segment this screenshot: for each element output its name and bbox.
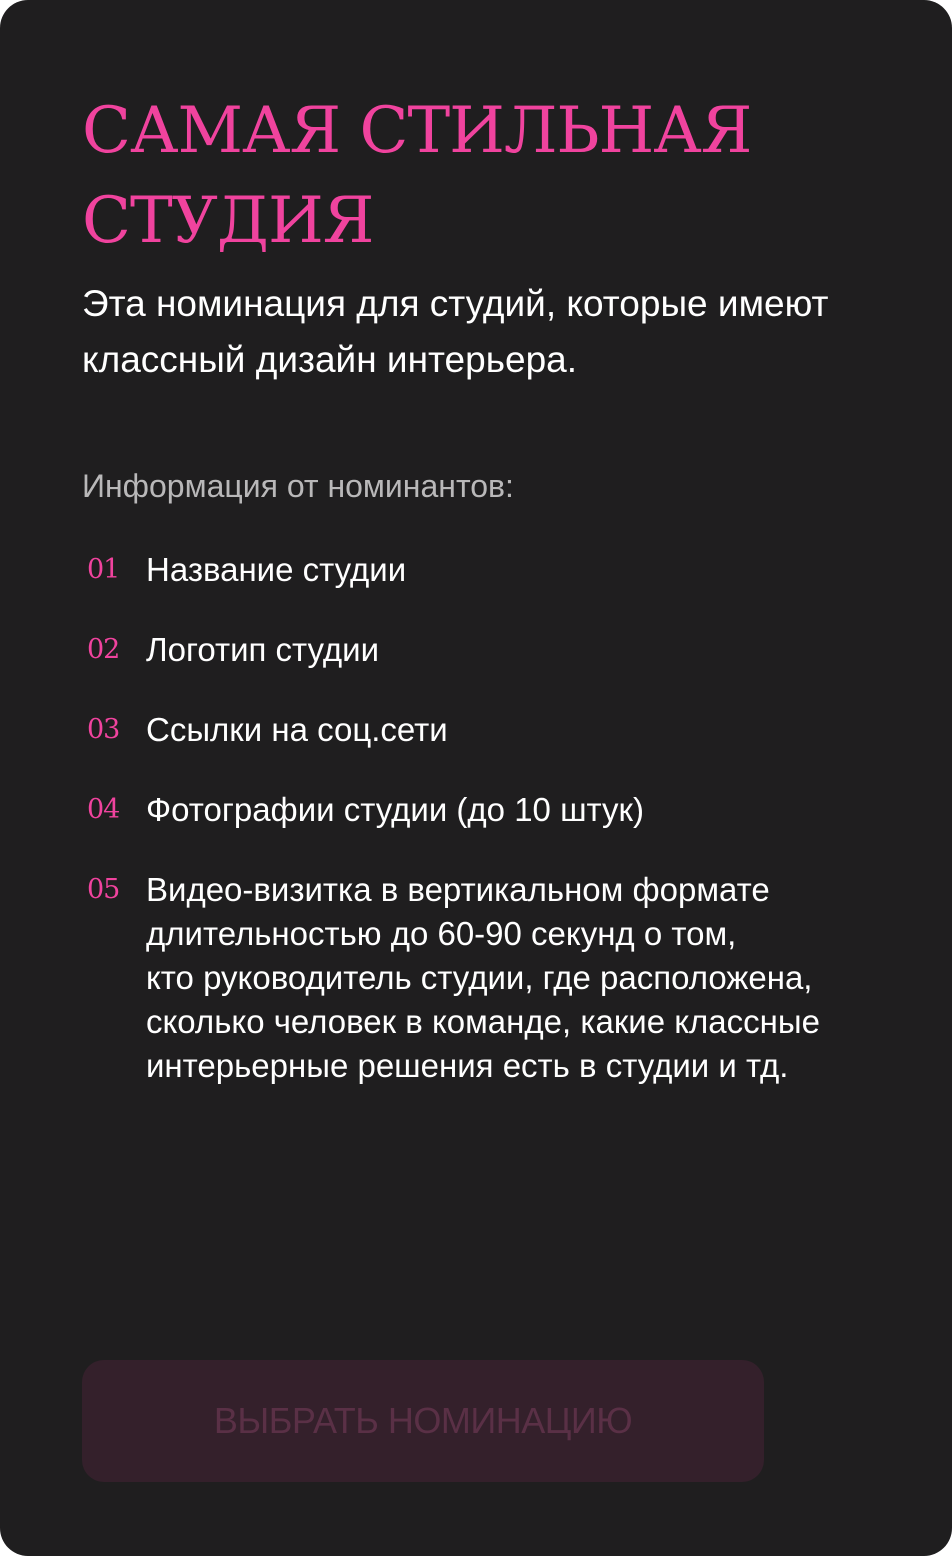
select-nomination-button-label: ВЫБРАТЬ НОМИНАЦИЮ bbox=[213, 1400, 633, 1441]
requirement-text: Название студии bbox=[146, 551, 407, 588]
title-line: САМАЯ СТИЛЬНАЯ bbox=[82, 94, 752, 168]
requirement-number: 02 bbox=[87, 634, 120, 665]
requirement-text: Ссылки на соц.сети bbox=[146, 711, 448, 748]
requirement-text-line: кто руководитель студии, где расположена, bbox=[146, 959, 813, 996]
requirement-number: 03 bbox=[87, 714, 120, 745]
nomination-title bbox=[82, 86, 902, 266]
requirement-number: 04 bbox=[87, 794, 120, 825]
nomination-description bbox=[82, 276, 922, 388]
select-nomination-button[interactable] bbox=[82, 1360, 764, 1482]
description-line: Эта номинация для студий, которые имеют bbox=[82, 283, 829, 324]
requirement-text: Фотографии студии (до 10 штук) bbox=[146, 791, 644, 828]
requirement-text: Логотип студии bbox=[146, 631, 380, 668]
requirement-text-line: интерьерные решения есть в студии и тд. bbox=[146, 1047, 789, 1084]
description-line: классный дизайн интерьера. bbox=[82, 339, 578, 380]
title-line: СТУДИЯ bbox=[82, 184, 374, 258]
requirement-text-line: длительностью до 60-90 секунд о том, bbox=[146, 915, 737, 952]
requirement-number: 01 bbox=[87, 554, 120, 585]
requirement-number: 05 bbox=[87, 874, 120, 905]
info-heading: Информация от номинантов: bbox=[82, 468, 514, 504]
requirement-text-line: Видео-визитка в вертикальном формате bbox=[146, 871, 770, 908]
requirement-text-line: сколько человек в команде, какие классные bbox=[146, 1003, 820, 1040]
requirement-text bbox=[146, 868, 820, 1088]
